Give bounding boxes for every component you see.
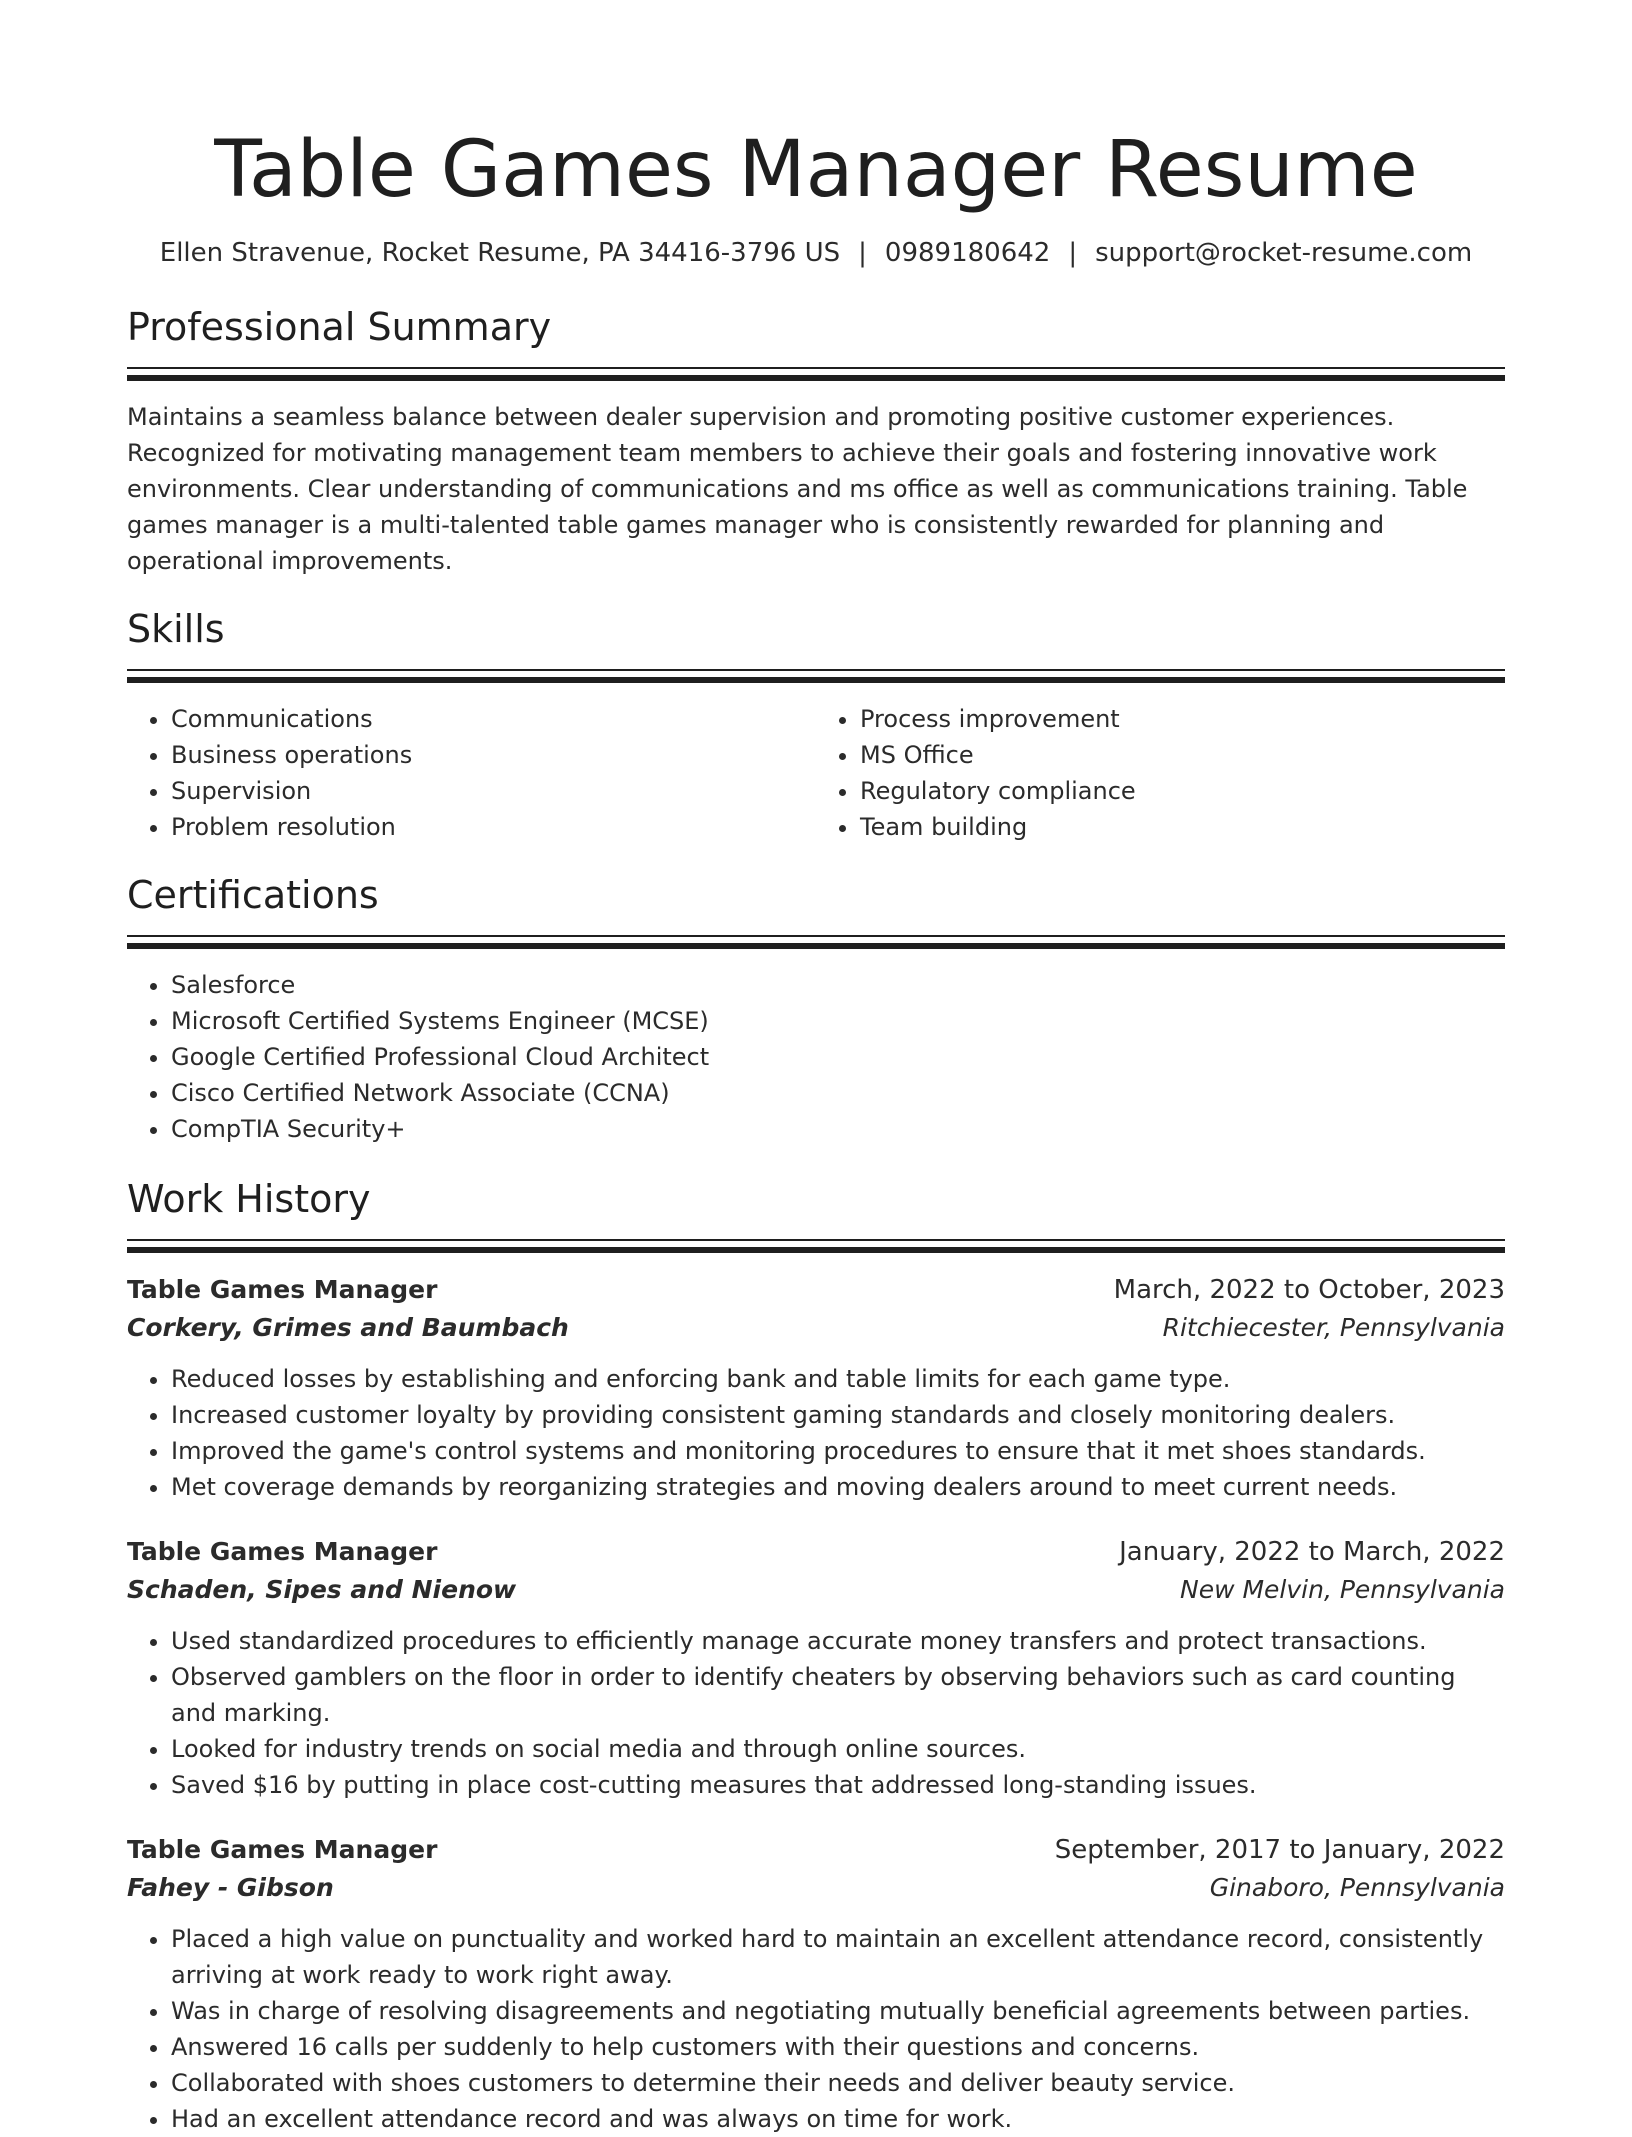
skills-list-right: [816, 701, 1505, 845]
job-company: Schaden, Sipes and Nienow: [127, 1575, 517, 1604]
certifications-list: [127, 967, 1505, 1147]
job-duty: • Collaborated with shoes customers to determine their needs and deliver beauty service.: [171, 2065, 1505, 2101]
job-location: Ginaboro, Pennsylvania: [1209, 1873, 1505, 1902]
job-duties-list: [127, 1623, 1505, 1803]
job-duty: • Looked for industry trends on social media and through online sources.: [171, 1731, 1505, 1767]
contact-address: Ellen Stravenue, Rocket Resume, PA 34416-3796 US: [159, 238, 841, 268]
skill-item: • Problem resolution: [171, 809, 816, 845]
certification-item: • Cisco Certified Network Associate (CCNA): [171, 1075, 1505, 1111]
job-header-row: [127, 1271, 1505, 1309]
skills-list-left: [127, 701, 816, 845]
job-location: New Melvin, Pennsylvania: [1180, 1575, 1505, 1604]
job-company-row: [127, 1571, 1505, 1609]
job-duties-list: [127, 1361, 1505, 1505]
work-history-heading: Work History: [127, 1177, 371, 1221]
job-duty: • Saved $16 by putting in place cost-cutting measures that addressed long-standing issues.: [171, 1767, 1505, 1803]
job-duty: • Had an excellent attendance record and was always on time for work.: [171, 2101, 1505, 2137]
job-entry: [127, 1271, 1505, 1505]
skill-item: • Process improvement: [860, 701, 1505, 737]
work-history-section: [127, 1171, 1505, 2137]
job-dates: September, 2017 to January, 2022: [1054, 1835, 1505, 1865]
job-company: Corkery, Grimes and Baumbach: [127, 1313, 569, 1342]
certification-item: • Google Certified Professional Cloud Architect: [171, 1039, 1505, 1075]
certifications-section: [127, 867, 1505, 1147]
section-divider: [127, 1239, 1505, 1255]
job-entry: [127, 1533, 1505, 1803]
summary-text: Maintains a seamless balance between dealer supervision and promoting positive customer experiences. Recognized for motivating management team members to achieve their goals and fostering innovative work environments. Clear understanding of communications and ms office as well as communications training. Table games manager is a multi-talented table games manager who is consistently rewarded for planning and operational improvements.: [127, 403, 1468, 575]
job-duty: • Met coverage demands by reorganizing strategies and moving dealers around to meet current needs.: [171, 1469, 1505, 1505]
skills-grid: [127, 701, 1505, 845]
contact-info: [127, 235, 1505, 271]
job-duty: • Observed gamblers on the floor in order to identify cheaters by observing behaviors such as card counting and marking.: [171, 1659, 1505, 1731]
job-title: Table Games Manager: [127, 1275, 438, 1304]
job-header-row: [127, 1831, 1505, 1869]
job-duty: • Increased customer loyalty by providing consistent gaming standards and closely monitoring dealers.: [171, 1397, 1505, 1433]
certification-item: • CompTIA Security+: [171, 1111, 1505, 1147]
job-company-row: [127, 1869, 1505, 1907]
certifications-heading: Certifications: [127, 873, 379, 917]
job-duties-list: [127, 1921, 1505, 2137]
summary-section: [127, 299, 1505, 579]
contact-phone: 0989180642: [884, 238, 1051, 268]
skill-item: • Communications: [171, 701, 816, 737]
job-duty: • Was in charge of resolving disagreements and negotiating mutually beneficial agreements between parties.: [171, 1993, 1505, 2029]
skill-item: • Regulatory compliance: [860, 773, 1505, 809]
job-duty: • Reduced losses by establishing and enforcing bank and table limits for each game type.: [171, 1361, 1505, 1397]
job-dates: March, 2022 to October, 2023: [1113, 1275, 1505, 1305]
job-title: Table Games Manager: [127, 1835, 438, 1864]
contact-separator: |: [858, 238, 867, 268]
job-duty: • Improved the game's control systems and monitoring procedures to ensure that it met shoes standards.: [171, 1433, 1505, 1469]
skill-item: • Team building: [860, 809, 1505, 845]
job-entry: [127, 1831, 1505, 2137]
resume-title: Table Games Manager Resume: [214, 125, 1418, 215]
job-location: Ritchiecester, Pennsylvania: [1162, 1313, 1505, 1342]
section-divider: [127, 669, 1505, 685]
contact-separator: |: [1068, 238, 1078, 268]
summary-heading: Professional Summary: [127, 305, 552, 349]
skill-item: • Supervision: [171, 773, 816, 809]
job-duty: • Answered 16 calls per suddenly to help customers with their questions and concerns.: [171, 2029, 1505, 2065]
skill-item: • Business operations: [171, 737, 816, 773]
section-divider: [127, 935, 1505, 951]
contact-email: support@rocket-resume.com: [1095, 238, 1473, 268]
job-header-row: [127, 1533, 1505, 1571]
section-divider: [127, 367, 1505, 383]
skills-heading: Skills: [127, 607, 225, 651]
job-company-row: [127, 1309, 1505, 1347]
job-duty: • Used standardized procedures to efficiently manage accurate money transfers and protect transactions.: [171, 1623, 1505, 1659]
job-dates: January, 2022 to March, 2022: [1119, 1537, 1505, 1567]
certification-item: • Microsoft Certified Systems Engineer (MCSE): [171, 1003, 1505, 1039]
skills-section: [127, 601, 1505, 845]
skill-item: • MS Office: [860, 737, 1505, 773]
job-title: Table Games Manager: [127, 1537, 438, 1566]
job-duty: • Placed a high value on punctuality and worked hard to maintain an excellent attendance record, consistently arriving at work ready to work right away.: [171, 1921, 1505, 1993]
job-company: Fahey - Gibson: [127, 1873, 334, 1902]
certification-item: • Salesforce: [171, 967, 1505, 1003]
